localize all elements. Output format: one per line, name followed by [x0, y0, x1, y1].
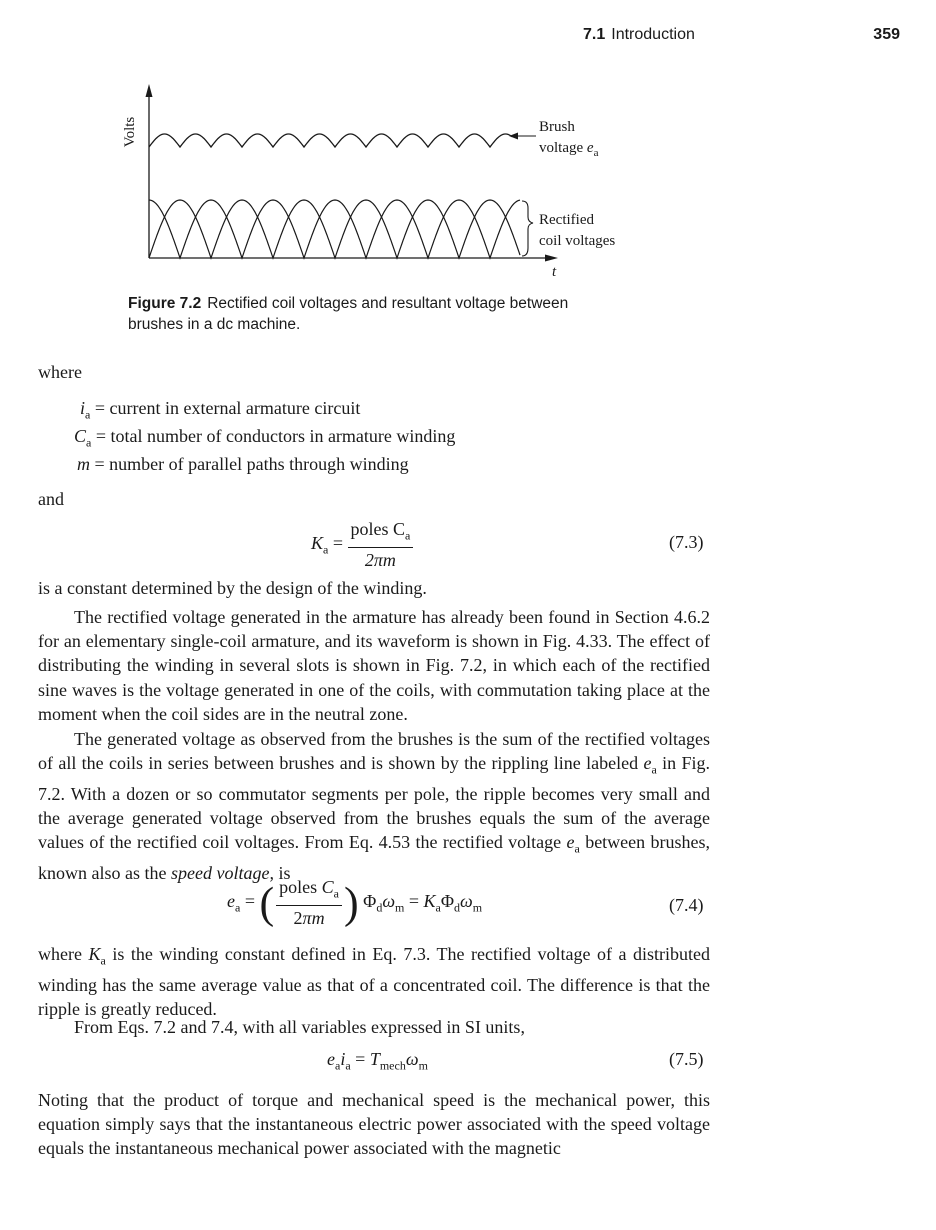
definition-ca: $C_a$ = total number of conductors in armature winding [74, 426, 456, 450]
figure-caption [128, 293, 588, 335]
brush-pointer-arrow-icon [509, 133, 518, 140]
equation-7-4: $e_a$ = ( $\frac{poles C_a}{2\pi m}$ ) $\Phi_d\omega_m = K_a\Phi_d\omega_m$ [227, 877, 483, 928]
definition-ia: $i_a$ = current in external armature circuit [80, 398, 361, 422]
brush-voltage-ripple-line [149, 134, 512, 147]
caption-label: Figure 7.2 [128, 295, 202, 312]
y-axis-arrow-icon [146, 84, 153, 97]
x-axis-label: t [552, 264, 557, 280]
page-number: 359 [873, 26, 900, 43]
paragraph-5: Noting that the product of torque and mechanical speed is the mechanical power, this equation simply says that the instantaneous electric power associated with the speed voltage equals the instantaneous mechanical power associated with the magnetic [38, 1090, 710, 1159]
paragraph-3: where $K_a$ is the winding constant defined in Eq. 7.3. The rectified voltage of a distributed winding has the same average value as that of a concentrated coil. The difference is that the ripple is greatly reduced. [38, 944, 710, 1019]
equation-7-5: $e_ai_a = T_{mech}\omega_m$ [327, 1049, 428, 1073]
section-title: Introduction [611, 26, 695, 43]
section-number: 7.1 [583, 26, 606, 43]
equation-number-7-4: (7.4) [669, 895, 704, 915]
figure-7-2 [0, 0, 936, 290]
brace-icon [522, 201, 533, 256]
y-axis-label: Volts [122, 116, 138, 148]
equation-7-3: $K_a$ = $\frac{poles C_a}{2\pi m}$ [311, 518, 413, 572]
where-label: where [38, 362, 82, 382]
and-label: and [38, 489, 64, 509]
definition-m: m = number of parallel paths through winding [77, 454, 409, 474]
rectified-label-line1: Rectified [539, 212, 594, 228]
rectified-coil-voltage-set-a [149, 200, 520, 258]
caption-text: Rectified coil voltages and resultant voltage between brushes in a dc machine. [128, 295, 569, 333]
rectified-coil-voltage-set-b [149, 200, 520, 258]
rectified-label-line2: coil voltages [539, 233, 616, 249]
paragraph-1: The rectified voltage generated in the armature has already been found in Section 4.6.2 for an elementary single-coil armature, and its waveform is shown in Fig. 4.33. The effect of distributing the winding in several slots is shown in Fig. 7.2, in which each of the rectified sine waves is the voltage generated in one of the coils, with commutation taking place at the moment when the coil sides are in the neutral zone. [38, 607, 710, 724]
brush-label-line2: voltage $e_a$ [539, 140, 599, 159]
x-axis-arrow-icon [545, 255, 558, 262]
paragraph-2: The generated voltage as observed from the brushes is the sum of the rectified voltages of all the coils in series between brushes and is shown by the rippling line labeled $e_a$ in Fig. 7.2. With a dozen or so commutator segments per pole, the ripple becomes very small and the average generated voltage observed from the brushes equals the sum of the average values of the rectified coil voltages. From Eq. 4.53 the rectified voltage $e_a$ between brushes, known also as the speed voltage, is [38, 729, 710, 884]
equation-number-7-3: (7.3) [669, 532, 704, 552]
equation-number-7-5: (7.5) [669, 1049, 704, 1069]
paragraph-4: From Eqs. 7.2 and 7.4, with all variables expressed in SI units, [74, 1017, 525, 1037]
constant-note: is a constant determined by the design of the winding. [38, 578, 427, 598]
brush-label-line1: Brush [539, 119, 575, 135]
